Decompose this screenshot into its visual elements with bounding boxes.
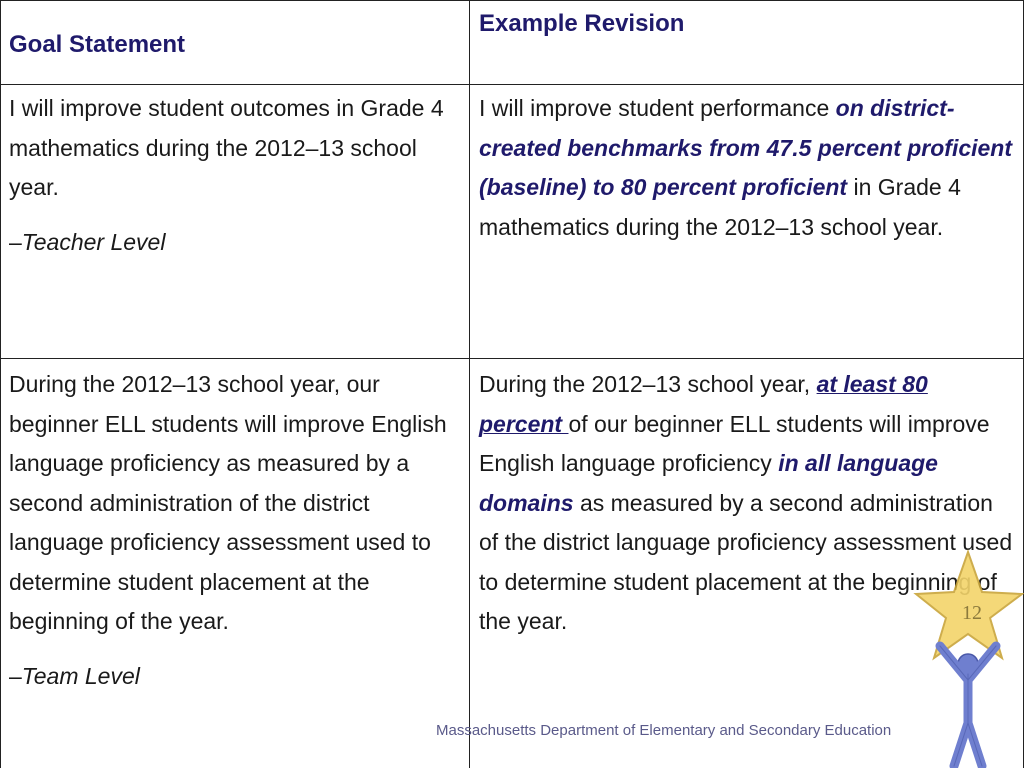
row2-revision-part1: During the 2012–13 school year, <box>479 371 817 397</box>
header-goal-statement: Goal Statement <box>9 31 186 58</box>
row1-level-label: Teacher Level <box>21 228 166 255</box>
table-border-top <box>0 0 1024 1</box>
table-border-left <box>0 0 1 768</box>
row2-revision-emphasis2: in all language domains <box>479 450 938 516</box>
row1-level-dash: – <box>9 228 22 255</box>
row1-level <box>9 223 464 263</box>
header-example-revision: Example Revision <box>479 10 685 37</box>
row2-revision-part2: of our beginner ELL students will improve English language proficiency <box>479 410 990 476</box>
row2-goal-cell <box>9 365 464 696</box>
row1-revision-emphasis: on district-created benchmarks from 47.5 percent proficient (baseline) to 80 percent proficient <box>479 95 1013 200</box>
row2-level <box>9 657 464 697</box>
header-row-divider <box>0 84 1024 85</box>
row2-revision-part3: as measured by a second administration of the district language proficiency assessment used to determine student placement at the beginning of the year. <box>479 489 1013 634</box>
row1-goal-text: I will improve student outcomes in Grade 4 mathematics during the 2012–13 school year. <box>9 95 444 200</box>
row1-revision-part1: I will improve student performance <box>479 95 836 121</box>
star-person-decoration <box>912 548 1024 768</box>
row-divider <box>0 358 1024 359</box>
row2-revision-emphasis1: at least 80 percent <box>479 371 928 437</box>
row2-goal-text: During the 2012–13 school year, our beginner ELL students will improve English language proficiency as measured by a second administration of the district language proficiency assessment used to determine student placement at the beginning of the year. <box>9 371 447 634</box>
person-figure-icon <box>940 646 996 766</box>
row1-revision-part2: in Grade 4 mathematics during the 2012–13 school year. <box>479 174 961 240</box>
table-column-divider <box>469 0 470 768</box>
row1-goal-cell <box>9 89 464 262</box>
row1-revision-cell <box>479 89 1014 247</box>
page-number: 12 <box>962 602 982 624</box>
row2-level-dash: – <box>9 662 22 689</box>
footer-organization: Massachusetts Department of Elementary and Secondary Education <box>436 722 892 739</box>
row2-level-label: Team Level <box>21 662 140 689</box>
row1-revision-text <box>479 89 1014 247</box>
